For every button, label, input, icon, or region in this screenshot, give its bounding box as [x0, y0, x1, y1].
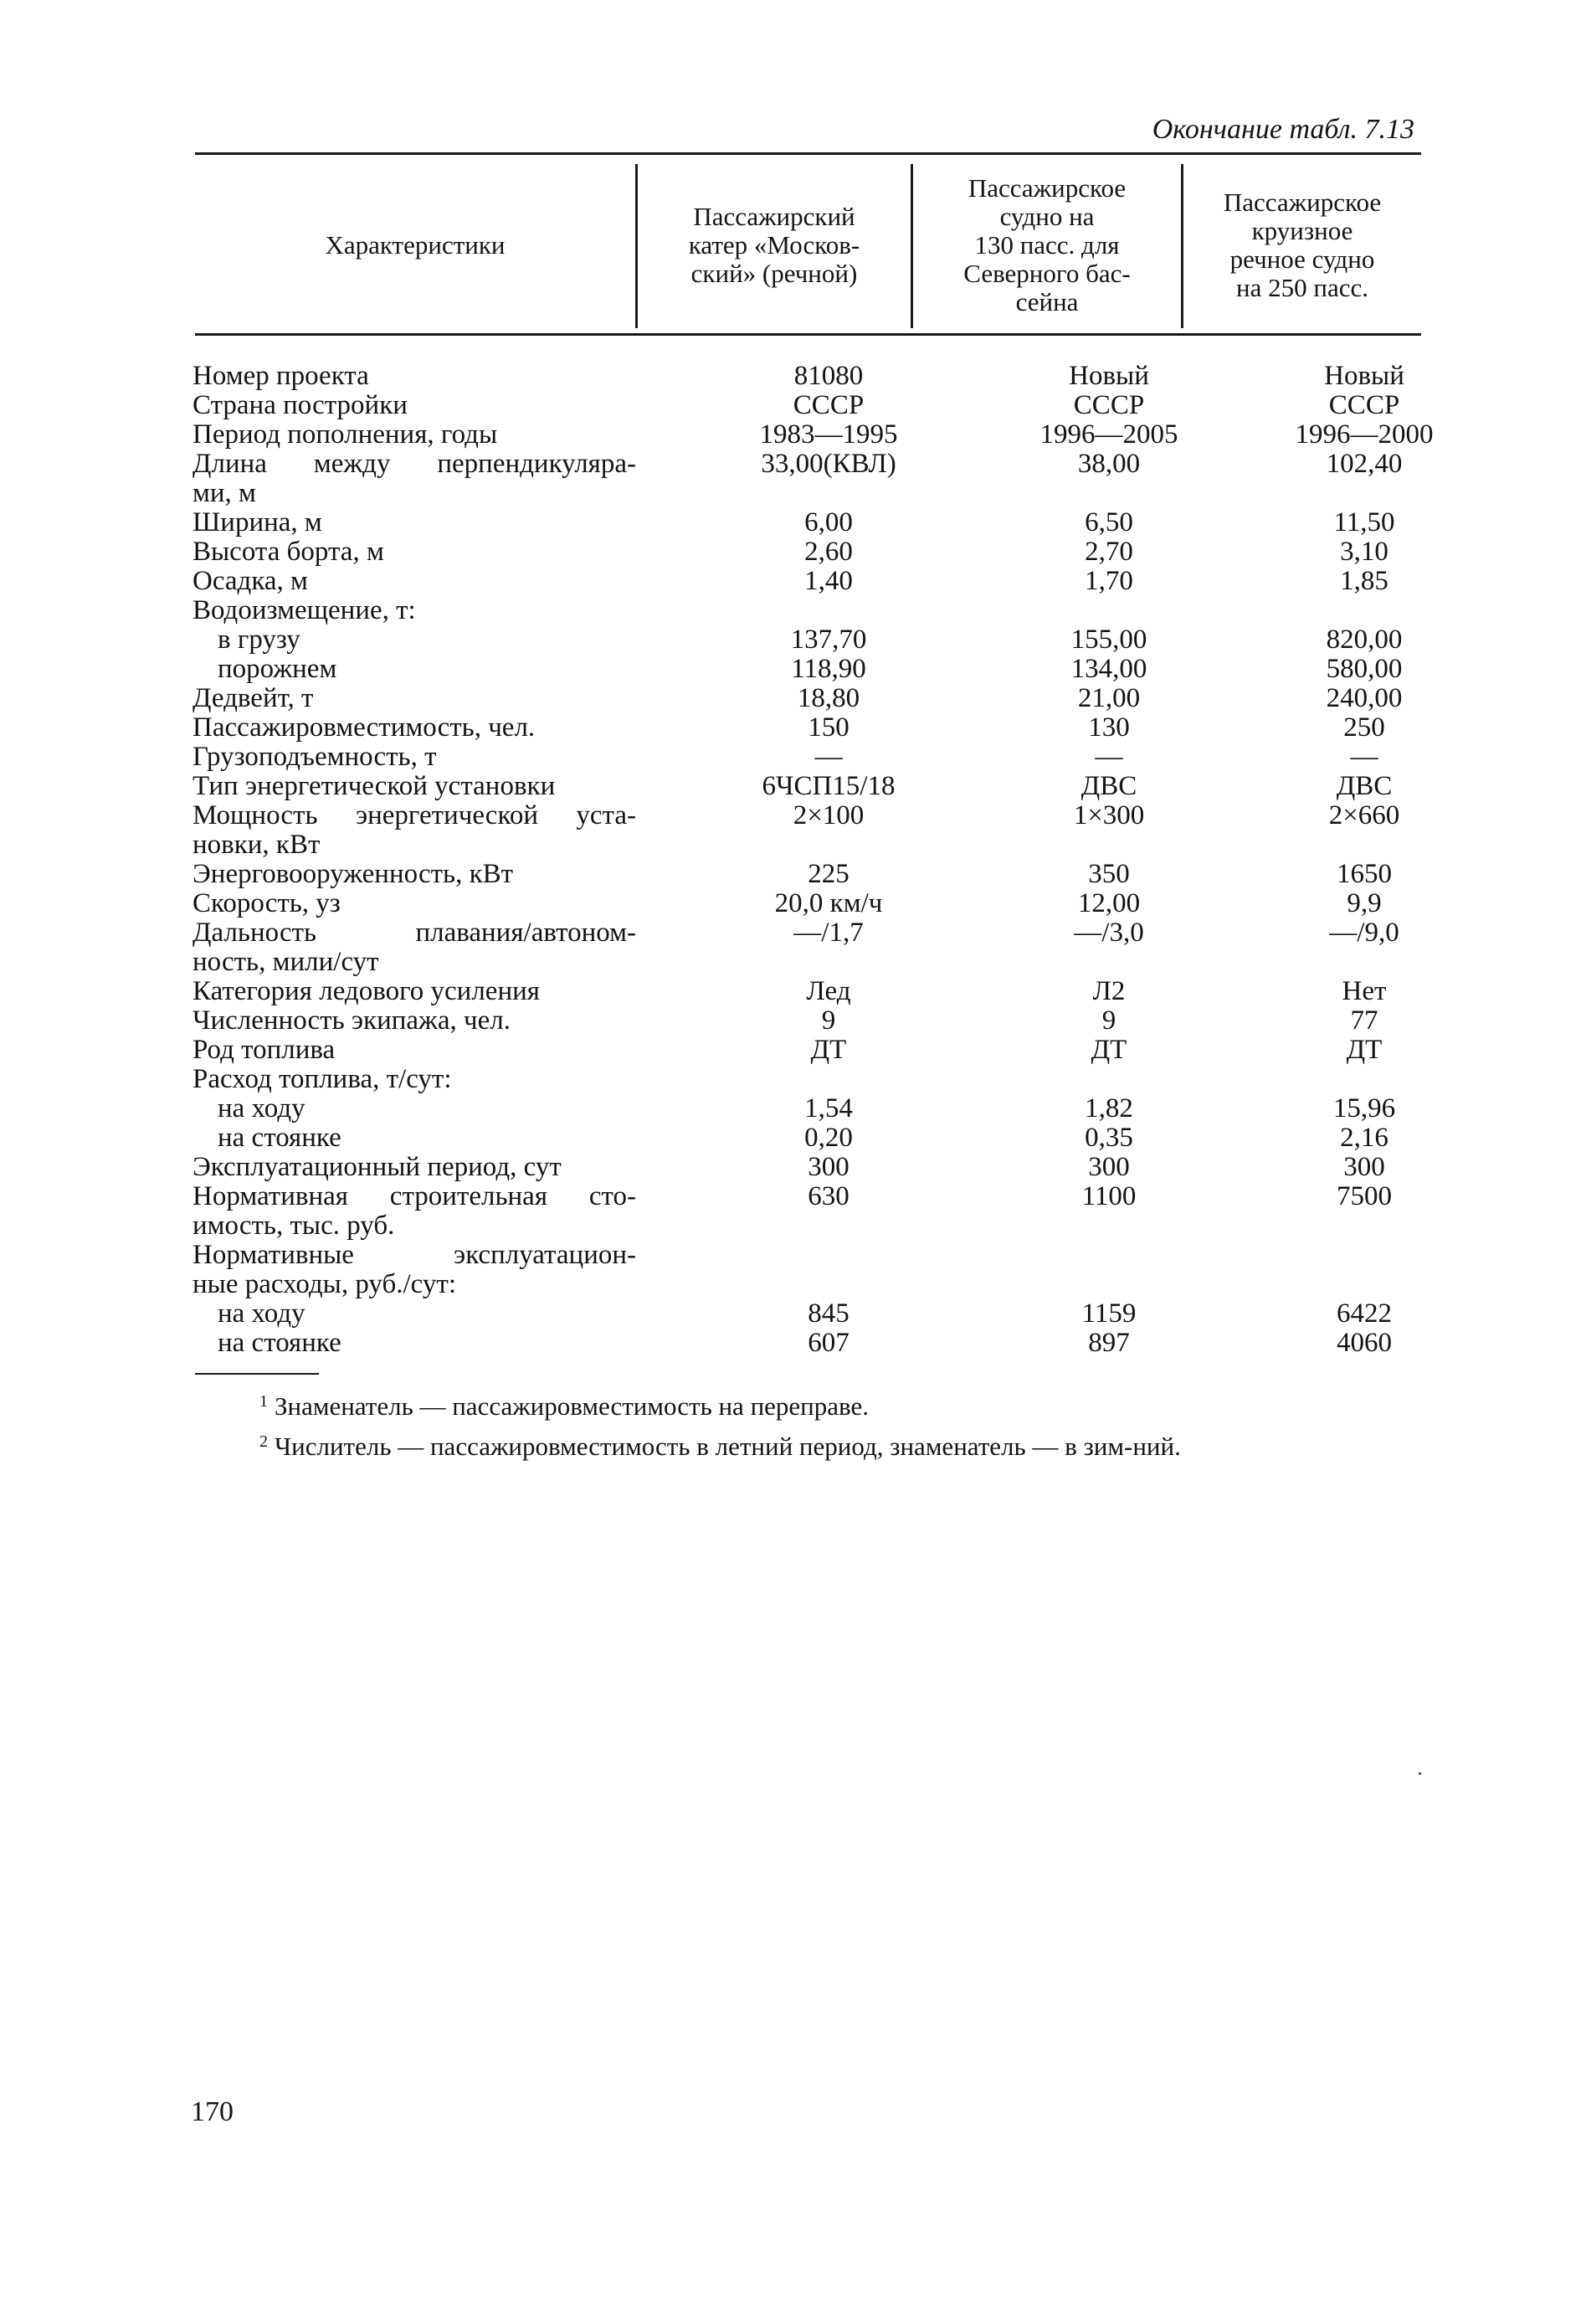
- row-value-col-3: 2,16: [1340, 1123, 1389, 1153]
- table-row: [192, 1065, 1423, 1094]
- row-value-col-2: 1159: [1081, 1298, 1137, 1329]
- header-bottom-rule: [195, 333, 1421, 336]
- row-value-col-1: СССР: [793, 390, 865, 420]
- row-label: в грузу: [218, 625, 300, 655]
- row-value-col-3: 102,40: [1326, 449, 1403, 479]
- row-label: Водоизмещение, т:: [192, 595, 416, 625]
- row-value-col-2: 38,00: [1077, 449, 1141, 479]
- row-label: ность, мили/сут: [192, 947, 379, 977]
- table-row: [192, 362, 1423, 391]
- row-label: на стоянке: [218, 1123, 341, 1153]
- row-label: Численность экипажа, чел.: [192, 1005, 511, 1036]
- footnote-2-mark: 2: [259, 1432, 268, 1451]
- row-value-col-2: 155,00: [1070, 625, 1147, 655]
- row-value-col-2: Л2: [1092, 976, 1126, 1006]
- row-label: Энерговооруженность, кВт: [192, 859, 514, 889]
- row-value-col-2: 1100: [1081, 1181, 1137, 1211]
- row-label: ми, м: [192, 478, 256, 508]
- table-row: [192, 743, 1423, 772]
- row-value-col-3: 7500: [1337, 1181, 1392, 1211]
- row-value-col-3: 250: [1343, 712, 1385, 743]
- row-value-col-1: 1,54: [804, 1093, 853, 1123]
- row-value-col-3: ДВС: [1336, 771, 1393, 801]
- table-row: [192, 1211, 1423, 1241]
- table-row: [192, 1094, 1423, 1123]
- row-value-col-3: 77: [1350, 1005, 1378, 1036]
- row-value-col-2: 300: [1088, 1152, 1130, 1182]
- row-label: порожнем: [218, 654, 337, 684]
- row-value-col-1: 1983—1995: [759, 419, 898, 450]
- row-value-col-2: 350: [1088, 859, 1130, 889]
- row-value-col-1: 137,70: [790, 625, 867, 655]
- row-value-col-3: 15,96: [1332, 1093, 1396, 1123]
- header-col-3-label: Пассажирское круизное речное судно на 250 пасс.: [1223, 188, 1382, 302]
- row-value-col-2: 897: [1088, 1328, 1130, 1358]
- header-col-1-label: Пассажирский катер «Москов- ский» (речной): [688, 202, 860, 288]
- footnote-2-text: Числитель — пассажировместимость в летний период, знаменатель — в зим-ний.: [275, 1432, 1181, 1461]
- row-value-col-1: 2,60: [804, 537, 853, 567]
- row-value-col-2: 6,50: [1085, 507, 1133, 537]
- row-label: Страна постройки: [192, 390, 408, 420]
- row-label: на ходу: [218, 1298, 305, 1329]
- table-row: [192, 391, 1423, 420]
- row-value-col-2: 0,35: [1085, 1123, 1133, 1153]
- row-value-col-2: 12,00: [1077, 888, 1141, 918]
- row-label: Ширина, м: [192, 507, 322, 537]
- header-col-1: [638, 164, 911, 326]
- row-value-col-1: Лед: [806, 976, 851, 1006]
- row-value-col-1: 0,20: [804, 1123, 853, 1153]
- row-value-col-1: 150: [808, 712, 850, 743]
- row-value-col-1: 845: [808, 1298, 850, 1329]
- footnote-1: [192, 1381, 1419, 1427]
- table-row: [192, 567, 1423, 596]
- row-value-col-3: СССР: [1328, 390, 1400, 420]
- table-row: [192, 655, 1423, 684]
- row-value-col-2: 134,00: [1070, 654, 1147, 684]
- table-row: [192, 596, 1423, 625]
- row-value-col-3: ДТ: [1346, 1035, 1383, 1065]
- footnote-2: [192, 1422, 1419, 1467]
- row-value-col-2: 1,70: [1085, 566, 1133, 596]
- table-row: [192, 1299, 1423, 1329]
- row-label: Пассажировместимость, чел.: [192, 712, 536, 743]
- row-label: Мощность энергетической уста-: [192, 800, 636, 830]
- table-top-rule: [195, 152, 1421, 155]
- row-label: Дедвейт, т: [192, 683, 314, 713]
- row-label: Нормативная строительная сто-: [192, 1181, 636, 1211]
- row-label: Расход топлива, т/сут:: [192, 1064, 452, 1094]
- header-characteristics: [195, 164, 635, 326]
- row-value-col-3: 11,50: [1333, 507, 1395, 537]
- row-label: на стоянке: [218, 1328, 341, 1358]
- header-col-2-label: Пассажирское судно на 130 пасс. для Северного бас- сейна: [963, 173, 1131, 316]
- table-row: [192, 1006, 1423, 1036]
- row-value-col-1: ДТ: [810, 1035, 847, 1065]
- row-label: Нормативные эксплуатацион-: [192, 1240, 636, 1270]
- row-label: Грузоподъемность, т: [192, 742, 437, 772]
- row-label: Длина между перпендикуляра-: [192, 449, 636, 479]
- table-row: [192, 1329, 1423, 1358]
- row-value-col-2: ДВС: [1081, 771, 1137, 801]
- page-number: 170: [191, 2096, 234, 2127]
- row-label: Тип энергетической установки: [192, 771, 556, 801]
- row-value-col-2: Новый: [1069, 361, 1149, 391]
- row-value-col-3: 580,00: [1326, 654, 1403, 684]
- table-row: [192, 537, 1423, 567]
- row-value-col-2: 1×300: [1073, 800, 1145, 830]
- row-label: Скорость, уз: [192, 888, 341, 918]
- row-value-col-1: 81080: [793, 361, 864, 391]
- table-row: [192, 1270, 1423, 1299]
- row-label: Период пополнения, годы: [192, 419, 498, 450]
- row-value-col-1: —/1,7: [793, 918, 864, 948]
- row-value-col-3: 9,9: [1347, 888, 1382, 918]
- table-row: [192, 772, 1423, 801]
- table-row: [192, 977, 1423, 1006]
- header-col-3: [1183, 164, 1421, 326]
- row-value-col-1: 607: [808, 1328, 850, 1358]
- table-row: [192, 1036, 1423, 1065]
- row-value-col-2: 2,70: [1085, 537, 1133, 567]
- row-value-col-3: 1996—2000: [1295, 419, 1434, 450]
- row-value-col-3: 3,10: [1340, 537, 1389, 567]
- footnote-rule: [195, 1373, 319, 1375]
- footnote-1-mark: 1: [259, 1392, 268, 1411]
- row-value-col-1: 630: [808, 1181, 850, 1211]
- row-label: Осадка, м: [192, 566, 308, 596]
- table-row: [192, 713, 1423, 743]
- row-value-col-3: 1,85: [1340, 566, 1389, 596]
- table-row: [192, 830, 1423, 860]
- row-value-col-2: 1996—2005: [1039, 419, 1178, 450]
- row-value-col-3: 4060: [1337, 1328, 1392, 1358]
- table-row: [192, 625, 1423, 655]
- table-row: [192, 419, 1434, 450]
- row-label: Род топлива: [192, 1035, 336, 1065]
- row-label: Дальность плавания/автоном-: [192, 918, 636, 948]
- table-row: [192, 508, 1423, 537]
- row-label: Номер проекта: [192, 361, 369, 391]
- table-row: [192, 450, 1423, 479]
- header-col-2: [913, 164, 1181, 326]
- row-value-col-2: 130: [1088, 712, 1130, 743]
- row-value-col-2: СССР: [1073, 390, 1145, 420]
- row-value-col-3: 820,00: [1326, 625, 1403, 655]
- table-row: [192, 1153, 1423, 1182]
- row-label: на ходу: [218, 1093, 305, 1123]
- row-value-col-2: 1,82: [1085, 1093, 1133, 1123]
- table-row: [192, 1182, 1423, 1211]
- table-continuation-caption: Окончание табл. 7.13: [1152, 114, 1414, 145]
- row-value-col-1: —: [814, 742, 843, 772]
- row-value-col-1: 118,90: [791, 654, 866, 684]
- row-value-col-2: 9: [1101, 1005, 1116, 1036]
- footnote-1-text: Знаменатель — пассажировместимость на переправе.: [275, 1391, 869, 1421]
- row-value-col-3: 2×660: [1328, 800, 1400, 830]
- table-row: [192, 918, 1423, 948]
- header-characteristics-label: Характеристики: [325, 230, 506, 260]
- row-value-col-1: 1,40: [804, 566, 853, 596]
- stray-mark: [1419, 1772, 1421, 1775]
- row-value-col-1: 20,0 км/ч: [774, 888, 883, 918]
- row-value-col-3: —: [1350, 742, 1378, 772]
- row-value-col-1: 9: [821, 1005, 836, 1036]
- row-value-col-2: —: [1095, 742, 1123, 772]
- row-value-col-3: Новый: [1324, 361, 1404, 391]
- row-value-col-1: 2×100: [793, 800, 865, 830]
- table-row: [192, 1241, 1423, 1270]
- row-value-col-1: 33,00(КВЛ): [761, 449, 896, 479]
- row-value-col-3: 300: [1343, 1152, 1385, 1182]
- row-value-col-1: 6ЧСП15/18: [762, 771, 896, 801]
- row-label: Эксплуатационный период, сут: [192, 1152, 562, 1182]
- row-label: новки, кВт: [192, 830, 321, 860]
- table-row: [192, 801, 1423, 830]
- table-row: [192, 479, 1423, 508]
- row-label: Высота борта, м: [192, 537, 384, 567]
- row-label: имость, тыс. руб.: [192, 1211, 395, 1241]
- row-value-col-3: 6422: [1337, 1298, 1392, 1329]
- row-value-col-3: Нет: [1342, 976, 1387, 1006]
- row-value-col-2: —/3,0: [1074, 918, 1144, 948]
- row-value-col-2: ДТ: [1091, 1035, 1127, 1065]
- row-label: ные расходы, руб./сут:: [192, 1269, 456, 1299]
- row-value-col-1: 18,80: [797, 683, 860, 713]
- table-row: [192, 1123, 1423, 1153]
- row-value-col-1: 6,00: [804, 507, 853, 537]
- row-value-col-2: 21,00: [1077, 683, 1141, 713]
- table-body: [192, 361, 1434, 1358]
- table-row: [192, 684, 1423, 713]
- row-value-col-1: 300: [808, 1152, 850, 1182]
- row-value-col-3: 240,00: [1326, 683, 1403, 713]
- row-value-col-3: 1650: [1337, 859, 1392, 889]
- table-row: [192, 889, 1423, 918]
- table-row: [192, 948, 1423, 977]
- row-value-col-3: —/9,0: [1329, 918, 1399, 948]
- row-label: Категория ледового усиления: [192, 976, 540, 1006]
- row-value-col-1: 225: [808, 859, 850, 889]
- table-row: [192, 860, 1423, 889]
